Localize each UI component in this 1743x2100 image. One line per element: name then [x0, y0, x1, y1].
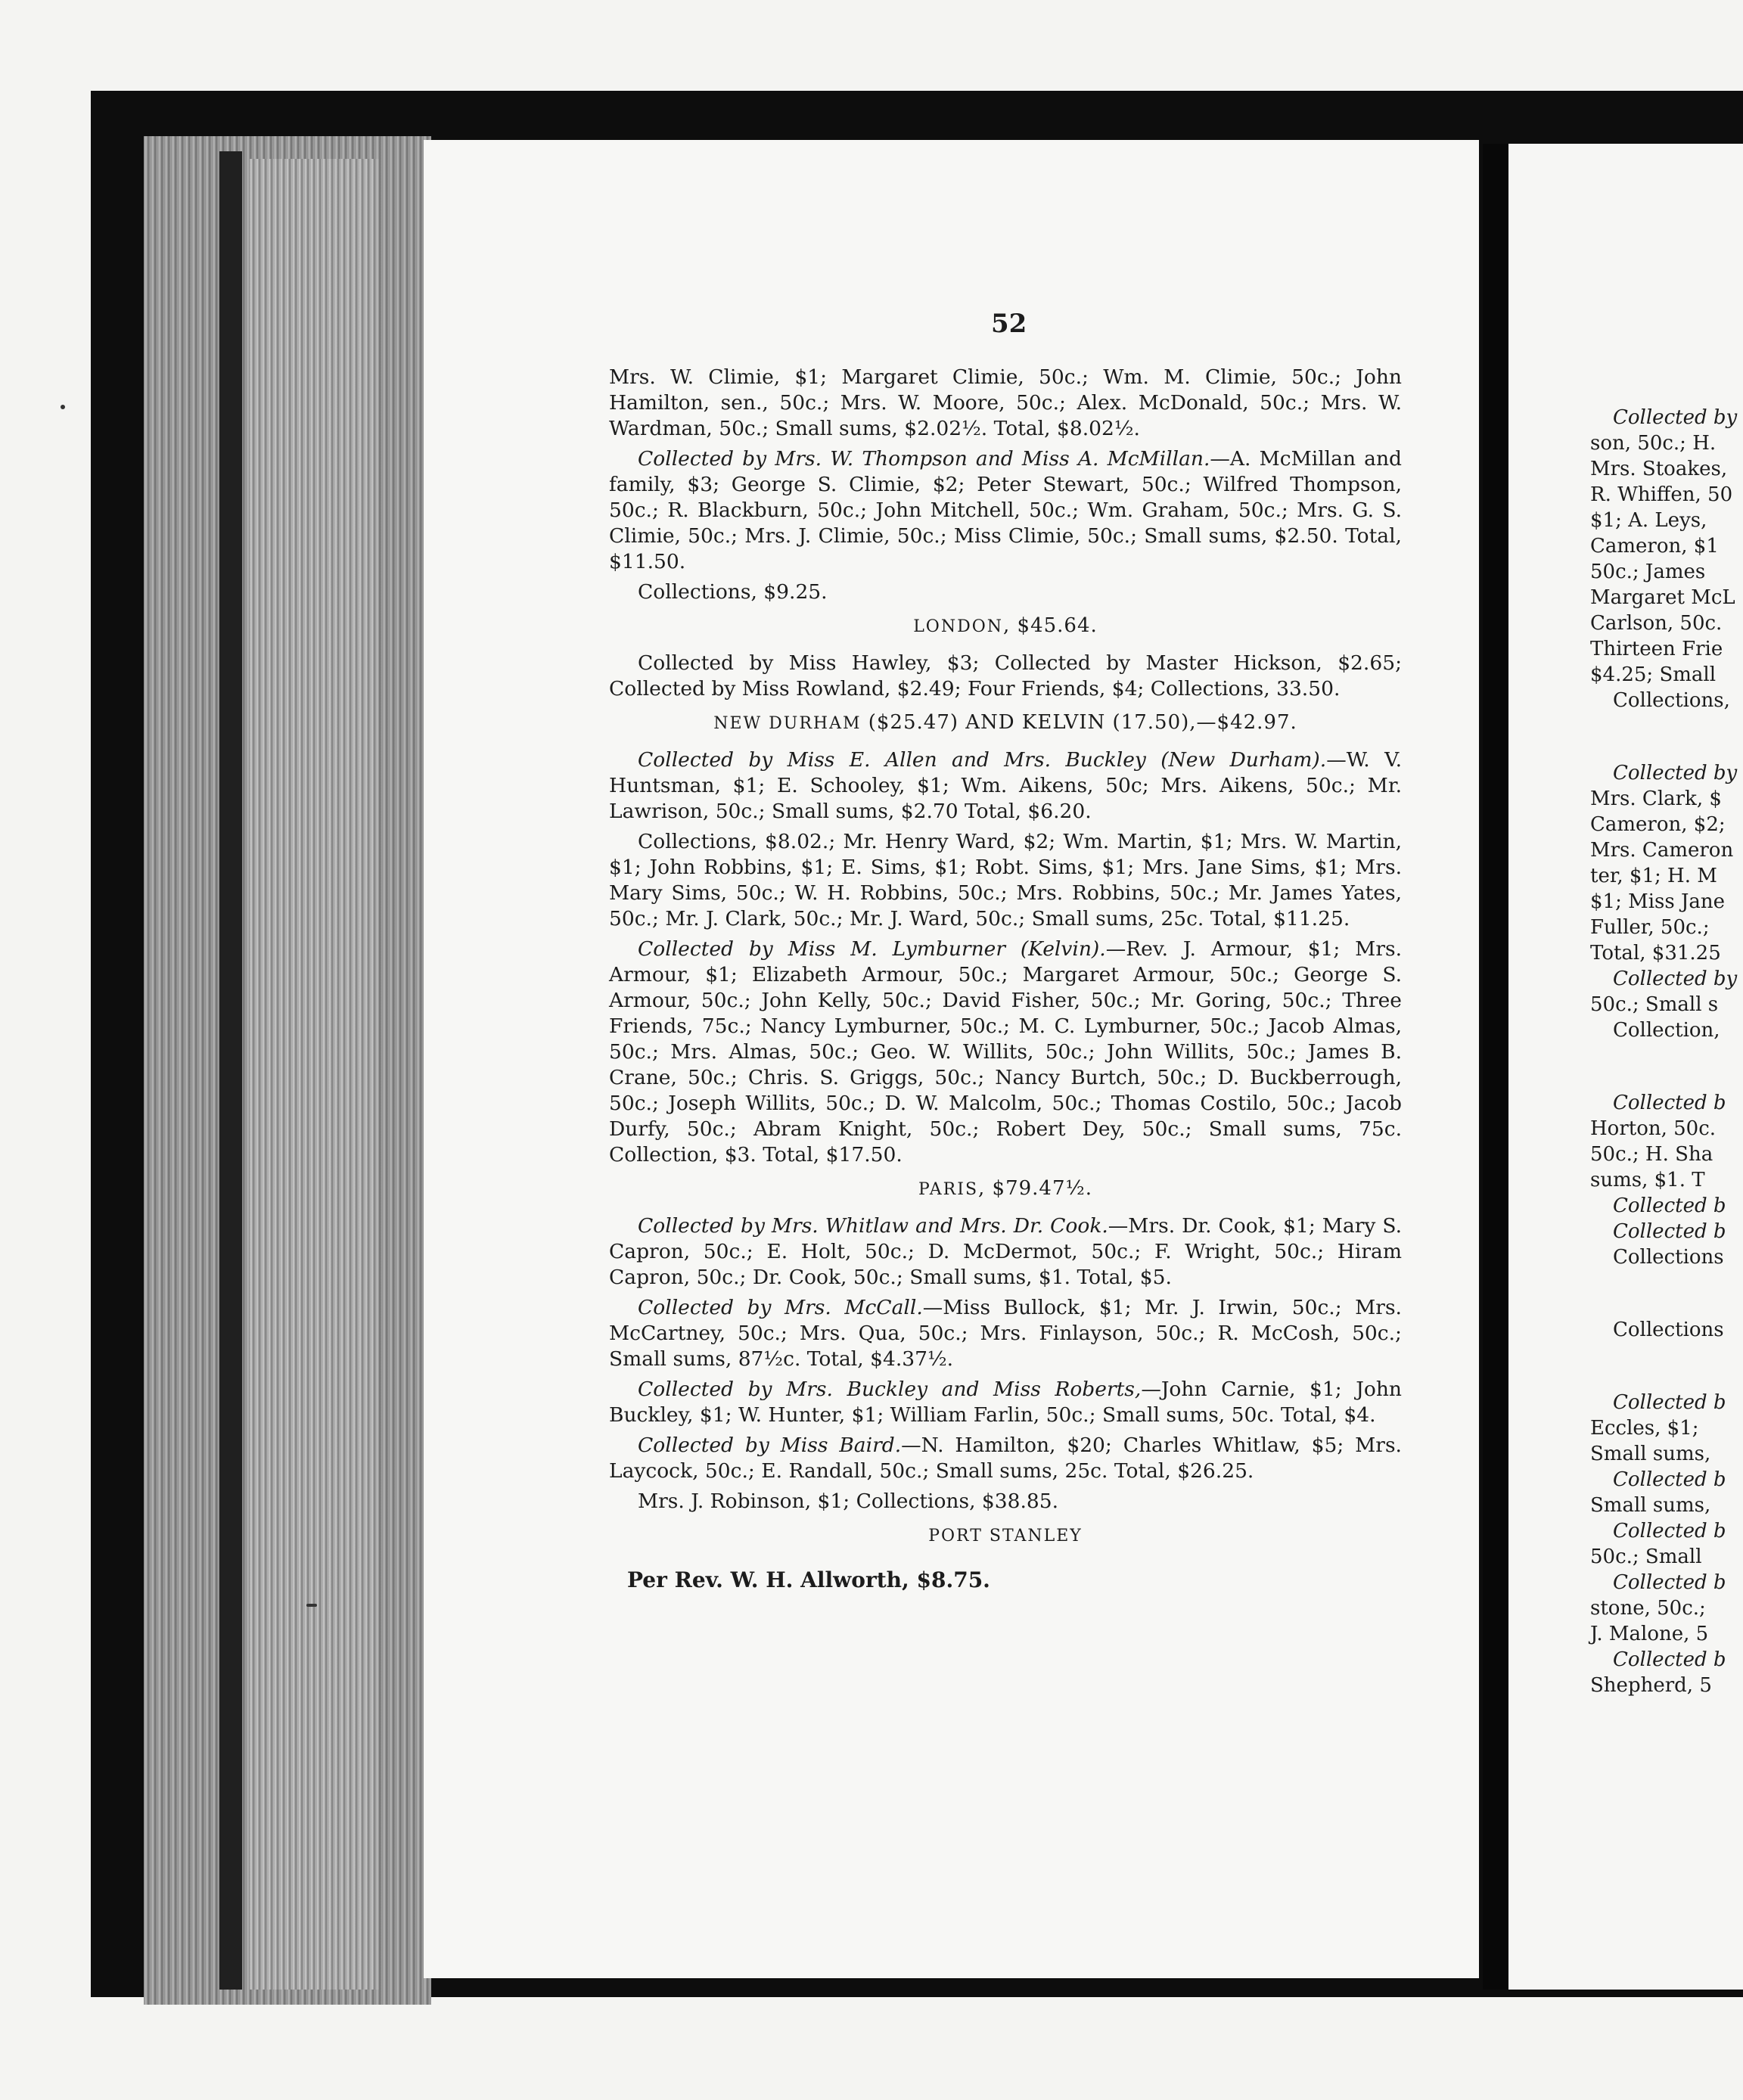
- right-page-line: Collections: [1613, 1319, 1724, 1341]
- continued-paragraph: Mrs. W. Climie, $1; Margaret Climie, 50c.; Wm. M. Climie, 50c.; John Hamilton, sen., 50c.; Mrs. W. Moore, 50c.; Alex. McDonald, 50c.; Mrs. W. Wardman, 50c.; Small sums, $2.02½. Total, $8.02½.: [609, 365, 1402, 440]
- right-page-line: Horton, 50c.: [1590, 1117, 1717, 1140]
- spacer: [1590, 1270, 1743, 1317]
- scan-speck: [306, 1604, 317, 1607]
- right-page-line: 50c.; H. Sha: [1590, 1143, 1713, 1166]
- donor-list: —Rev. J. Armour, $1; Mrs. Armour, $1; Elizabeth Armour, 50c.; Margaret Armour, 50c.; George S. Armour, 50c.; John Kelly, 50c.; David Fisher, 50c.; Mr. Goring, 50c.; Three Friends, 75c.; Nancy Lymburner, 50c.; M. C. Lymburner, 50c.; Jacob Almas, 50c.; Mrs. Almas, 50c.; Geo. W. Willits, 50c.; John Willits, 50c.; James B. Crane, 50c.; Chris. S. Griggs, 50c.; Nancy Burtch, 50c.; D. Buckberrough, 50c.; Joseph Willits, 50c.; D. W. Malcolm, 50c.; Thomas Costilo, 50c.; Jacob Durfy, 50c.; Abram Knight, 50c.; Robert Dey, 50c.; Small sums, 75c. Collection, $3. Total, $17.50.: [609, 937, 1403, 1166]
- book-gutter: [1483, 144, 1508, 1990]
- collector-name: Collected by Mrs. Whitlaw and Mrs. Dr. Cook.: [638, 1214, 1108, 1238]
- right-page-line: Shepherd, 5: [1590, 1674, 1712, 1697]
- collection-entry: [609, 1213, 1402, 1291]
- right-page-line: Collected b: [1613, 1648, 1726, 1671]
- collector-name: Collected by Miss M. Lymburner (Kelvin).: [638, 937, 1106, 961]
- right-page-line: Cameron, $2;: [1590, 813, 1726, 836]
- section-heading-name: NEW DURHAM: [713, 714, 862, 733]
- right-page-line: Collected b: [1613, 1194, 1726, 1217]
- right-page-line: Collections,: [1613, 689, 1730, 712]
- right-page-line: $1; A. Leys,: [1590, 509, 1707, 532]
- right-page: [1508, 144, 1743, 1990]
- right-page-line: sums, $1. T: [1590, 1169, 1705, 1191]
- right-page-line: Thirteen Frie: [1590, 638, 1723, 660]
- right-page-line: Small sums,: [1590, 1494, 1711, 1517]
- section-heading-name: PARIS: [918, 1180, 979, 1199]
- section-heading: [609, 1522, 1402, 1549]
- right-page-line: 50c.; Small s: [1590, 993, 1719, 1016]
- right-page-line: Total, $31.25: [1590, 942, 1721, 965]
- right-page-line: Cameron, $1: [1590, 535, 1719, 558]
- right-page-text: [1590, 405, 1743, 1698]
- right-page-line: 50c.; James: [1590, 561, 1706, 583]
- spacer: [1590, 713, 1743, 760]
- right-page-line: Collected b: [1613, 1092, 1726, 1114]
- right-page-line: Carlson, 50c.: [1590, 612, 1723, 635]
- right-page-line: Collection,: [1613, 1019, 1720, 1042]
- right-page-line: Eccles, $1;: [1590, 1417, 1699, 1440]
- donor-list: —N. Hamilton, $20; Charles Whitlaw, $5; Mrs. Laycock, 50c.; E. Randall, 50c.; Small sums, 25c. Total, $26.25.: [609, 1434, 1402, 1483]
- spacer: [1590, 1043, 1743, 1090]
- right-page-line: Collected by: [1613, 762, 1738, 784]
- section-heading-name: PORT STANLEY: [928, 1527, 1083, 1545]
- collection-entry: [609, 1377, 1402, 1428]
- right-page-line: J. Malone, 5: [1590, 1623, 1709, 1645]
- collector-name: Collected by Mrs. Buckley and Miss Roberts,: [638, 1378, 1142, 1401]
- collection-entry: [609, 747, 1402, 825]
- right-page-line: R. Whiffen, 50: [1590, 483, 1733, 506]
- paragraph: Collected by Miss Hawley, $3; Collected by Master Hickson, $2.65; Collected by Miss Rowland, $2.49; Four Friends, $4; Collections, 33.50.: [609, 651, 1402, 701]
- collector-name: Collected by Miss Baird.: [638, 1434, 902, 1457]
- donor-list: —Miss Bullock, $1; Mr. J. Irwin, 50c.; Mrs. McCartney, 50c.; Mrs. Qua, 50c.; Mrs. Finlayson, 50c.; R. McCosh, 50c.; Small sums, 87½c. Total, $4.37½.: [609, 1296, 1402, 1371]
- right-page-line: Mrs. Cameron: [1590, 839, 1734, 862]
- right-page-line: Collections: [1613, 1246, 1724, 1269]
- right-page-line: Collected b: [1613, 1571, 1726, 1594]
- collection-entry: [609, 937, 1402, 1168]
- paragraph: Mrs. J. Robinson, $1; Collections, $38.85.: [638, 1490, 1059, 1513]
- scan-speck: [61, 405, 65, 409]
- right-page-line: Collected b: [1613, 1520, 1726, 1542]
- right-page-line: Collected by: [1613, 968, 1738, 990]
- right-page-line: Margaret McL: [1590, 586, 1735, 609]
- right-page-line: $1; Miss Jane: [1590, 890, 1726, 913]
- donor-list: —Mrs. Dr. Cook, $1; Mary S. Capron, 50c.; E. Holt, 50c.; D. McDermot, 50c.; F. Wright, 50c.; Hiram Capron, 50c.; Dr. Cook, 50c.; Small sums, $1. Total, $5.: [609, 1214, 1402, 1289]
- right-page-line: Collected b: [1613, 1220, 1726, 1243]
- section-heading: [609, 1176, 1402, 1203]
- donor-list: —W. V. Huntsman, $1; E. Schooley, $1; Wm. Aikens, 50c; Mrs. Aikens, 50c.; Mr. Lawrison, 50c.; Small sums, $2.70 Total, $6.20.: [609, 748, 1402, 823]
- section-heading-amount: , $79.47½.: [978, 1177, 1092, 1200]
- collection-entry: [609, 446, 1402, 575]
- collection-entry: [609, 1295, 1402, 1372]
- left-page-text: [609, 365, 1402, 1593]
- right-page-line: Mrs. Clark, $: [1590, 788, 1722, 810]
- right-page-line: Small sums,: [1590, 1443, 1711, 1465]
- right-page-line: $4.25; Small: [1590, 663, 1717, 686]
- paragraph: Collections, $8.02.; Mr. Henry Ward, $2; Wm. Martin, $1; Mrs. W. Martin, $1; John Robbins, $1; E. Sims, $1; Robt. Sims, $1; Mrs. Jane Sims, $1; Mrs. Mary Sims, 50c.; W. H. Robbins, 50c.; Mrs. Robbins, 50c.; Mr. James Yates, 50c.; Mr. J. Clark, 50c.; Mr. J. Ward, 50c.; Small sums, 25c. Total, $11.25.: [609, 830, 1402, 930]
- right-page-line: ter, $1; H. M: [1590, 865, 1717, 887]
- collector-name: Collected by Mrs. McCall.: [638, 1296, 923, 1319]
- collector-name: Collected by Miss E. Allen and Mrs. Buckley (New Durham).: [638, 748, 1327, 772]
- right-page-line: Collected b: [1613, 1391, 1726, 1414]
- right-page-line: stone, 50c.;: [1590, 1597, 1706, 1620]
- footer-entry: Per Rev. W. H. Allworth, $8.75.: [627, 1567, 990, 1592]
- donor-list: —A. McMillan and family, $3; George S. Climie, $2; Peter Stewart, 50c.; Wilfred Thompson, 50c.; R. Blackburn, 50c.; John Mitchell, 50c.; Wm. Graham, 50c.; Mrs. G. S. Climie, 50c.; Mrs. J. Climie, 50c.; Miss Climie, 50c.; Small sums, $2.50. Total, $11.50.: [609, 447, 1402, 573]
- spacer: [1590, 1343, 1743, 1390]
- section-heading-amount: , $45.64.: [1003, 614, 1098, 637]
- collector-name: Collected by Mrs. W. Thompson and Miss A. McMillan.: [638, 447, 1210, 471]
- right-page-line: son, 50c.; H.: [1590, 432, 1717, 455]
- right-page-line: Mrs. Stoakes,: [1590, 458, 1728, 480]
- page-number: 52: [991, 309, 1027, 339]
- section-heading: [609, 710, 1402, 737]
- collection-entry: [609, 1433, 1402, 1484]
- book-page-edges-inner: [250, 159, 378, 1990]
- right-page-line: 50c.; Small: [1590, 1545, 1702, 1568]
- right-page-line: Collected b: [1613, 1468, 1726, 1491]
- donor-list: —John Carnie, $1; John Buckley, $1; W. Hunter, $1; William Farlin, 50c.; Small sums, 50c. Total, $4.: [609, 1378, 1402, 1427]
- right-page-line: Fuller, 50c.;: [1590, 916, 1710, 939]
- book-edge-shadow: [219, 151, 242, 1990]
- paragraph: Collections, $9.25.: [638, 580, 828, 604]
- section-heading-name: LONDON: [913, 617, 1004, 636]
- section-heading: [609, 613, 1402, 640]
- right-page-line: Collected by: [1613, 406, 1738, 429]
- section-heading-amount: ($25.47) AND KELVIN (17.50),—$42.97.: [861, 711, 1297, 734]
